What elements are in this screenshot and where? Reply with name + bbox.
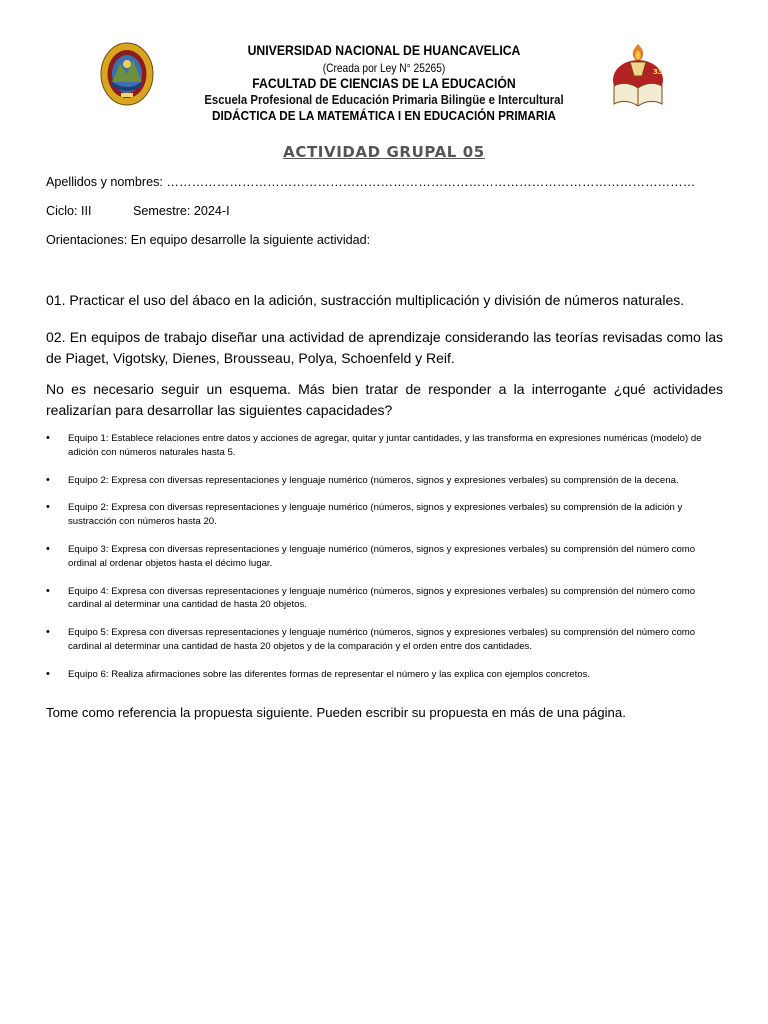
faculty-emblem-logo — [608, 42, 668, 112]
activity-02-paragraph: 02. En equipos de trabajo diseñar una actividad de aprendizaje considerando las teorías revisadas como las de Piaget, Vigotsky, Dienes, Brousseau, Polya, Schoenfeld y Reif. — [46, 329, 723, 366]
equipo-text: Equipo 5: Expresa con diversas representaciones y lenguaje numérico (números, signos y expresiones verbales) su comprensión del número como cardinal al determinar una cantidad de hasta 20 objetos y de la comparación y el orden entre dos cantidades. — [68, 627, 696, 652]
bullet-icon: • — [46, 542, 50, 555]
ciclo-field: Ciclo: III — [46, 204, 92, 218]
faculty-name: FACULTAD DE CIENCIAS DE LA EDUCACIÓN — [252, 75, 516, 91]
closing-paragraph: Tome como referencia la propuesta siguiente. Pueden escribir su propuesta en más de una página. — [46, 705, 626, 720]
list-item — [46, 543, 723, 571]
orientaciones-text: Orientaciones: En equipo desarrolle la siguiente actividad: — [46, 233, 371, 247]
bullet-icon: • — [46, 501, 50, 514]
university-name: UNIVERSIDAD NACIONAL DE HUANCAVELICA — [247, 43, 521, 58]
activity-01-paragraph: 01. Practicar el uso del ábaco en la adición, sustracción multiplicación y división de números naturales. — [46, 292, 685, 308]
emblem-number: 33 — [653, 68, 663, 76]
institution-header — [160, 44, 608, 123]
equipos-list — [46, 432, 723, 682]
bullet-icon: • — [46, 667, 50, 680]
equipo-text: Equipo 1: Establece relaciones entre datos y acciones de agregar, quitar y juntar cantidades, y las transforma en expresiones numéricas (modelo) de adición con números naturales hasta 5. — [68, 433, 702, 458]
apellidos-field: Apellidos y nombres: ……………………………………………………………………………………………………………… — [46, 175, 696, 189]
list-item — [46, 668, 723, 682]
activity-title: ACTIVIDAD GRUPAL 05 — [283, 143, 485, 161]
equipo-text: Equipo 6: Realiza afirmaciones sobre las diferentes formas de representar el número y las explica con ejemplos concretos. — [68, 668, 591, 680]
equipo-text: Equipo 2: Expresa con diversas representaciones y lenguaje numérico (números, signos y expresiones verbales) su comprensión de la decena. — [68, 474, 679, 486]
bullet-icon: • — [46, 432, 50, 444]
university-seal-logo — [100, 42, 154, 106]
bullet-icon: • — [46, 584, 50, 597]
equipo-text: Equipo 4: Expresa con diversas representaciones y lenguaje numérico (números, signos y expresiones verbales) su comprensión del número como cardinal al determinar una cantidad de hasta 20 objetos. — [68, 585, 696, 611]
instructions-paragraph: No es necesario seguir un esquema. Más bien tratar de responder a la interrogante ¿qué actividades realizarían para desarrollar las siguientes capacidades? — [46, 381, 723, 418]
bullet-icon: • — [46, 626, 50, 639]
equipo-text: Equipo 3: Expresa con diversas representaciones y lenguaje numérico (números, signos y expresiones verbales) su comprensión del número como ordinal al ordenar objetos hasta el décimo lugar. — [68, 543, 696, 569]
equipo-text: Equipo 2: Expresa con diversas representaciones y lenguaje numérico (números, signos y expresiones verbales) su comprensión de la adición y sustracción con números hasta 20. — [68, 502, 683, 528]
list-item — [46, 432, 723, 460]
list-item — [46, 501, 723, 529]
bullet-icon: • — [46, 473, 50, 486]
list-item — [46, 474, 723, 488]
list-item — [46, 585, 723, 613]
school-name: Escuela Profesional de Educación Primaria Bilingüe e Intercultural — [204, 92, 564, 108]
list-item — [46, 626, 723, 654]
course-name: DIDÁCTICA DE LA MATEMÁTICA I EN EDUCACIÓN PRIMARIA — [212, 109, 556, 124]
semestre-field: Semestre: 2024-I — [133, 204, 230, 218]
creation-law: (Creada por Ley N° 25265) — [322, 60, 446, 75]
